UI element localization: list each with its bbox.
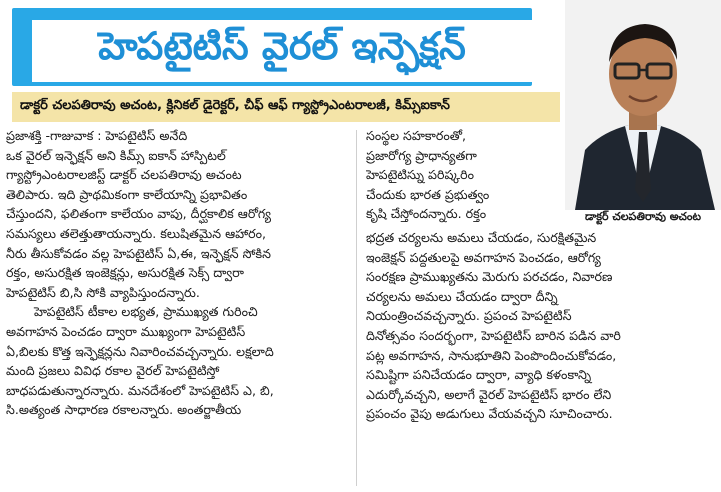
byline-bar: [12, 92, 560, 122]
article-column-1: [6, 126, 346, 420]
article-line: చేస్తుందని, ఫలితంగా కాలేయం వాపు, దీర్ఘకాలిక ఆరోగ్య: [6, 206, 271, 222]
article-line: ప్రజారోగ్య ప్రాధాన్యతగా: [366, 147, 477, 163]
article-line: బాధపడుతున్నారన్నారు. మనదేశంలో హెపటైటిస్ ఎ, బి,: [6, 382, 274, 398]
article-line: తెలిపారు. ఇది ప్రాథమికంగా కాలేయాన్ని ప్రభావితం: [6, 186, 248, 202]
article-line: గ్యాస్ట్రోఎంటరాలజిస్ట్ డాక్టర్ చలపతిరావు అచంట: [6, 167, 242, 183]
article-line: మంది ప్రజలు వివిధ రకాల వైరల్ హెపటైటిస్తో: [6, 363, 220, 379]
article-line: సంస్థల సహకారంతో,: [366, 128, 467, 143]
article-line: సమస్యలు తలెత్తుతాయన్నారు. కలుషితమైన ఆహారం,: [6, 225, 267, 241]
article-line: హెపటైటిస్ను పరిష్కరిం: [366, 167, 474, 183]
author-photo: [565, 0, 721, 210]
headline-banner: [12, 8, 532, 86]
article-line: ఇంజెక్షన్ పద్ధతులపై అవగాహన పెంచడం, ఆరోగ్య: [366, 249, 601, 265]
article-line: హెపటైటిస్ టీకాల లభ్యత, ప్రాముఖ్యత గురించి: [34, 304, 258, 320]
article-line: ఒక వైరల్ ఇన్ఫెక్షన్ అని కిమ్స్ ఐకాన్ హాస్పిటల్: [6, 147, 226, 163]
article-line: కృషి చేస్తోందన్నారు. రక్తం: [366, 206, 487, 222]
article-line: సంరక్షణ ప్రాముఖ్యతను మెరుగు పరచడం, నివారణ: [366, 269, 613, 285]
article-line: దినోత్సవం సందర్భంగా, హెపటైటిస్ బారిన పడిన వారి: [366, 327, 621, 343]
article-line: ఎదుర్కోవచ్చని, అలాగే వైరల్ హెపటైటిస్ భారం లేని: [366, 386, 612, 402]
article-line: హెపటైటిస్ బి,సి సోకి వ్యాపిస్తుందన్నారు.: [6, 284, 200, 300]
article-line: చేందుకు భారత ప్రభుత్వం: [366, 186, 490, 202]
article-line: నియంత్రించవచ్చన్నారు. ప్రపంచ హెపటైటిస్: [366, 308, 572, 324]
article-column-2: [366, 126, 562, 224]
article-line: రక్తం, అసురక్షిత ఇంజెక్షన్లు, అసురక్షిత సెక్స్ ద్వారా: [6, 265, 244, 281]
article-line: ఏ,బిలకు కొత్త ఇన్ఫెక్షన్లను నివారించవచ్చన్నారు. లక్షలాది: [6, 343, 274, 359]
article-line: చర్యలను అమలు చేయడం ద్వారా దీన్ని: [366, 288, 558, 304]
headline-box: [32, 20, 532, 82]
article-line: అవగాహన పెంచడం ద్వారా ముఖ్యంగా హెపటైటిస్: [6, 323, 246, 339]
author-portrait-image: [565, 0, 721, 210]
article-line: సమిష్టిగా పనిచేయడం ద్వారా, వ్యాధి కళంకాన్ని: [366, 367, 592, 383]
article-line: పట్ల అవగాహన, సానుభూతిని పెంపొందించుకోవడం,: [366, 347, 617, 363]
article-line: సి.అత్యంత సాధారణ రకాలన్నారు. అంతర్జాతీయ: [6, 402, 242, 418]
column-divider: [356, 130, 357, 486]
article-line: భద్రత చర్యలను అమలు చేయడం, సురక్షితమైన: [366, 230, 597, 245]
byline: డాక్టర్ చలపతిరావు అచంట, క్లినికల్ డైరెక్టర్, చీఫ్ ఆఫ్ గ్యాస్ట్రోఎంటరాలజీ, కిమ్స్ఐకాన్: [20, 98, 450, 113]
article-line: ప్రజాశక్తి -గాజువాక : హెపటైటిస్ అనేది: [6, 128, 188, 143]
article-line: ప్రపంచం వైపు అడుగులు వేయవచ్చని సూచించారు.: [366, 406, 613, 422]
photo-caption: డాక్టర్ చలపతిరావు అచంట: [585, 210, 701, 223]
photo-caption-box: [568, 208, 718, 228]
article-line: నీరు తీసుకోవడం వల్ల హెపటైటిస్ ఏ,ఈ, ఇన్ఫెక్షన్ సోకిన: [6, 245, 271, 261]
headline: హెపటైటిస్ వైరల్ ఇన్ఫెక్షన్: [98, 24, 466, 68]
article-column-3: [366, 228, 710, 424]
